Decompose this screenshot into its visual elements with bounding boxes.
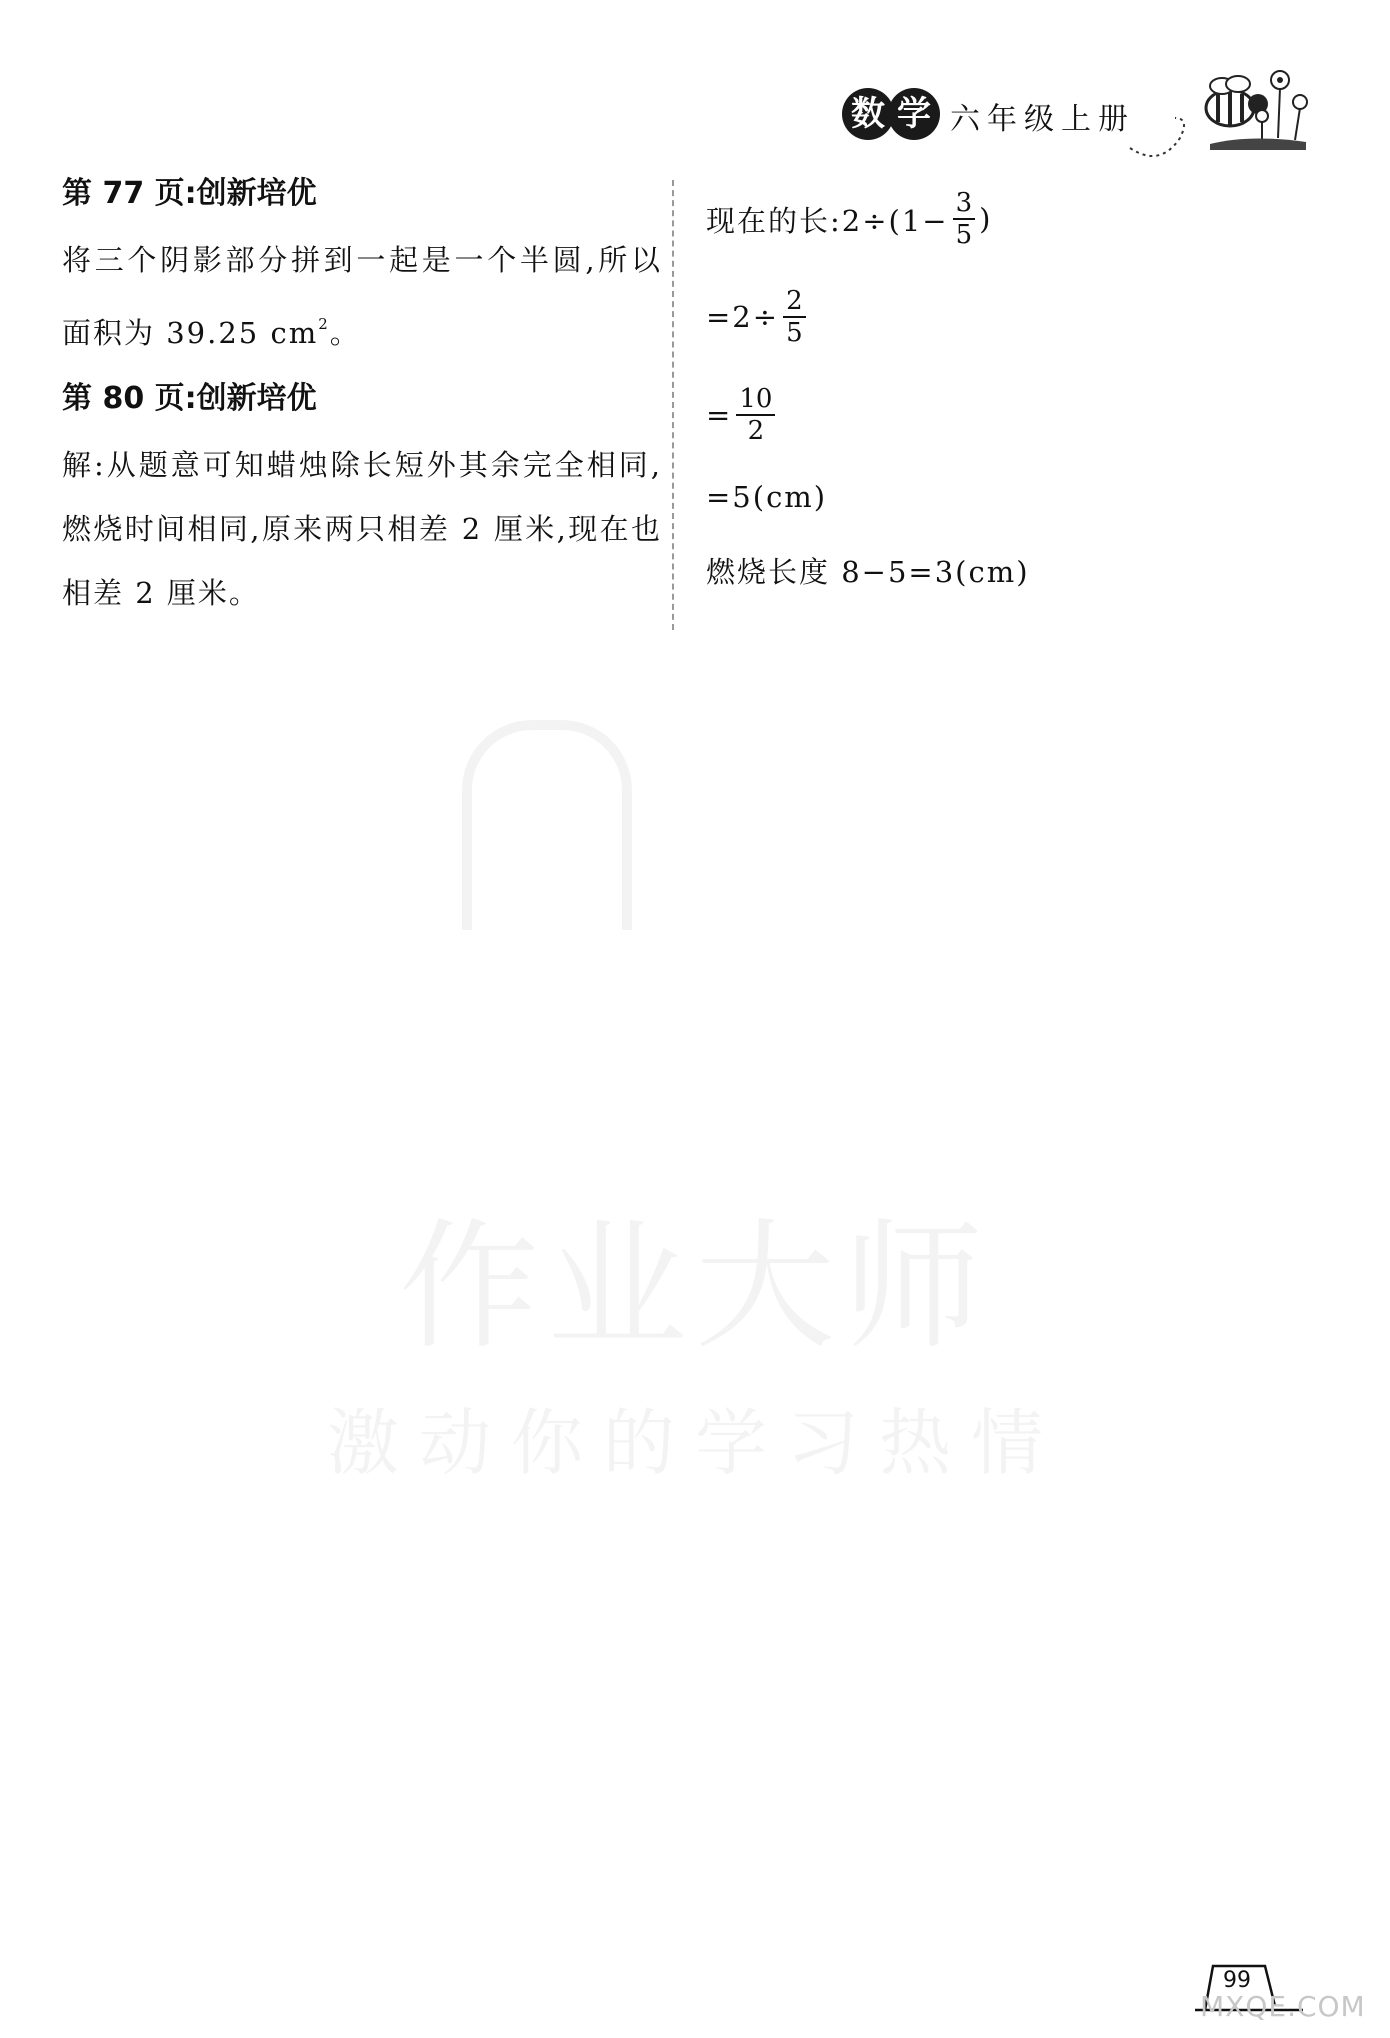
answer-page-77: [62, 228, 662, 365]
calc-line-1-prefix: 现在的长:2÷(1−: [706, 203, 949, 238]
fraction-ten-halves: [736, 384, 775, 446]
fraction-three-fifths: [953, 188, 976, 250]
area-unit-exponent: 2: [318, 315, 330, 333]
calc-line-3-prefix: =: [706, 398, 733, 432]
fraction-denominator: 5: [786, 318, 803, 348]
fraction-two-fifths: [783, 286, 806, 348]
calc-line-2-prefix: =2÷: [706, 300, 780, 334]
answer-page-77-text: 将三个阴影部分拼到一起是一个半圆,所以面积为 39.25 cm: [62, 243, 662, 350]
calc-line-1: [706, 188, 1306, 250]
subject-badge-2: 学: [888, 88, 940, 140]
answer-page-80: 解:从题意可知蜡烛除长短外其余完全相同,燃烧时间相同,原来两只相差 2 厘米,现在也相差 2 厘米。: [62, 448, 662, 610]
page-number: 99: [1223, 1968, 1251, 1993]
watermark-slogan: 激动你的学习热情: [326, 1401, 1063, 1485]
fraction-numerator: 10: [736, 384, 775, 416]
section-heading-page-77: 第 77 页:创新培优: [62, 176, 317, 211]
right-column: [706, 170, 1306, 591]
fraction-numerator: 3: [953, 188, 976, 220]
grade-label: 六年级上册: [950, 102, 1135, 137]
calc-line-1-suffix: ): [979, 202, 993, 236]
fraction-denominator: 2: [747, 416, 765, 446]
subject-badge-1: 数: [842, 88, 894, 140]
watermark-logo-icon: [462, 720, 632, 930]
page-header: [830, 58, 1310, 158]
calc-line-5: 燃烧长度 8−5=3(cm): [706, 555, 1030, 589]
section-heading-page-80: 第 80 页:创新培优: [62, 381, 317, 416]
calc-line-4: =5(cm): [706, 480, 828, 514]
answer-page-77-end: 。: [329, 316, 361, 350]
calc-line-3: [706, 384, 1306, 446]
left-column: [62, 170, 662, 635]
column-divider: [672, 180, 674, 630]
fraction-denominator: 5: [955, 220, 973, 250]
site-logo-watermark: MXQE.COM: [1200, 1990, 1366, 2023]
watermark-title: 作业大师: [398, 1206, 991, 1369]
fraction-numerator: 2: [783, 286, 806, 318]
calc-line-2: [706, 286, 1306, 348]
